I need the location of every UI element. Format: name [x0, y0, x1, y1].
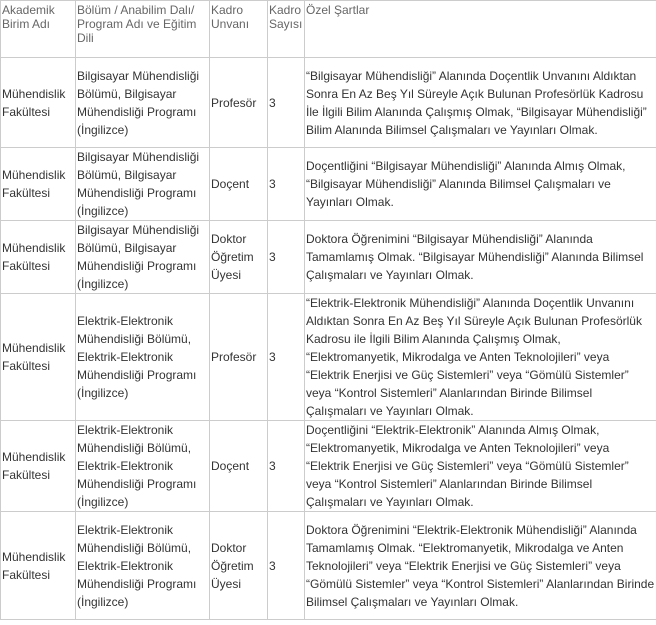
header-conditions: Özel Şartlar	[305, 1, 656, 58]
cell-title: Profesör	[210, 58, 268, 148]
cell-count: 3	[268, 512, 305, 620]
cell-conditions: Doktora Öğrenimini “Bilgisayar Mühendisliği” Alanında Tamamlamış Olmak. “Bilgisayar Mühendisliği” Alanında Bilimsel Çalışmaları ve Yayınları Olmak.	[305, 221, 656, 294]
header-department: Bölüm / Anabilim Dalı/ Program Adı ve Eğitim Dili	[76, 1, 210, 58]
cell-title: Profesör	[210, 294, 268, 421]
cell-conditions: “Elektrik-Elektronik Mühendisliği” Alanında Doçentlik Unvanını Aldıktan Sonra En Az Beş Yıl Süreyle Açık Bulunan Profesörlük Kadrosu ile İlgili Bilim Alanında Çalışmış Olmak, “Elektromanyetik, Mikrodalga ve Anten Teknolojileri” veya “Elektrik Enerjisi ve Güç Sistemleri” veya “Gömülü Sistemler” veya “Kontrol Sistemleri” Alanlarından Birinde Bilimsel Çalışmaları ve Yayınları Olmak.	[305, 294, 656, 421]
cell-department: Elektrik-Elektronik Mühendisliği Bölümü, Elektrik-Elektronik Mühendisliği Programı (İngilizce)	[76, 294, 210, 421]
header-unit: Akademik Birim Adı	[1, 1, 76, 58]
cell-unit: Mühendislik Fakültesi	[1, 148, 76, 221]
header-title: Kadro Unvanı	[210, 1, 268, 58]
cell-title: Doktor Öğretim Üyesi	[210, 512, 268, 620]
cell-department: Bilgisayar Mühendisliği Bölümü, Bilgisayar Mühendisliği Programı (İngilizce)	[76, 58, 210, 148]
table-row	[1, 512, 656, 620]
table-row	[1, 148, 656, 221]
header-count: Kadro Sayısı	[268, 1, 305, 58]
table-row	[1, 421, 656, 512]
cell-department: Bilgisayar Mühendisliği Bölümü, Bilgisayar Mühendisliği Programı (İngilizce)	[76, 148, 210, 221]
cell-conditions: Doçentliğini “Elektrik-Elektronik” Alanında Almış Olmak, “Elektromanyetik, Mikrodalga ve Anten Teknolojileri” veya “Elektrik Enerjisi ve Güç Sistemleri” veya “Gömülü Sistemler” veya “Kontrol Sistemleri” Alanlarından Birinde Bilimsel Çalışmaları ve Yayınları Olmak.	[305, 421, 656, 512]
cell-count: 3	[268, 421, 305, 512]
cell-conditions: “Bilgisayar Mühendisliği” Alanında Doçentlik Unvanını Aldıktan Sonra En Az Beş Yıl Süreyle Açık Bulunan Profesörlük Kadrosu İle İlgili Bilim Alanında Çalışmış Olmak, “Bilgisayar Mühendisliği” Bilim Alanında Bilimsel Çalışmaları ve Yayınları Olmak.	[305, 58, 656, 148]
cell-title: Doçent	[210, 148, 268, 221]
cell-count: 3	[268, 148, 305, 221]
cell-unit: Mühendislik Fakültesi	[1, 221, 76, 294]
cell-title: Doktor Öğretim Üyesi	[210, 221, 268, 294]
cell-conditions: Doktora Öğrenimini “Elektrik-Elektronik Mühendisliği” Alanında Tamamlamış Olmak. “Elektromanyetik, Mikrodalga ve Anten Teknolojileri” veya “Elektrik Enerjisi ve Güç Sistemleri” veya “Gömülü Sistemler” veya “Kontrol Sistemleri” Alanlarından Birinde Bilimsel Çalışmaları ve Yayınları Olmak.	[305, 512, 656, 620]
table-header-row	[1, 1, 656, 58]
cell-unit: Mühendislik Fakültesi	[1, 421, 76, 512]
cell-department: Elektrik-Elektronik Mühendisliği Bölümü, Elektrik-Elektronik Mühendisliği Programı (İngilizce)	[76, 421, 210, 512]
cell-count: 3	[268, 294, 305, 421]
cell-title: Doçent	[210, 421, 268, 512]
table-row	[1, 221, 656, 294]
cell-conditions: Doçentliğini “Bilgisayar Mühendisliği” Alanında Almış Olmak, “Bilgisayar Mühendisliği” Alanında Bilimsel Çalışmaları ve Yayınları Olmak.	[305, 148, 656, 221]
cell-unit: Mühendislik Fakültesi	[1, 294, 76, 421]
table-row	[1, 294, 656, 421]
table-row	[1, 58, 656, 148]
cell-unit: Mühendislik Fakültesi	[1, 512, 76, 620]
cell-department: Elektrik-Elektronik Mühendisliği Bölümü, Elektrik-Elektronik Mühendisliği Programı (İngilizce)	[76, 512, 210, 620]
cell-unit: Mühendislik Fakültesi	[1, 58, 76, 148]
cell-count: 3	[268, 58, 305, 148]
cell-count: 3	[268, 221, 305, 294]
cell-department: Bilgisayar Mühendisliği Bölümü, Bilgisayar Mühendisliği Programı (İngilizce)	[76, 221, 210, 294]
